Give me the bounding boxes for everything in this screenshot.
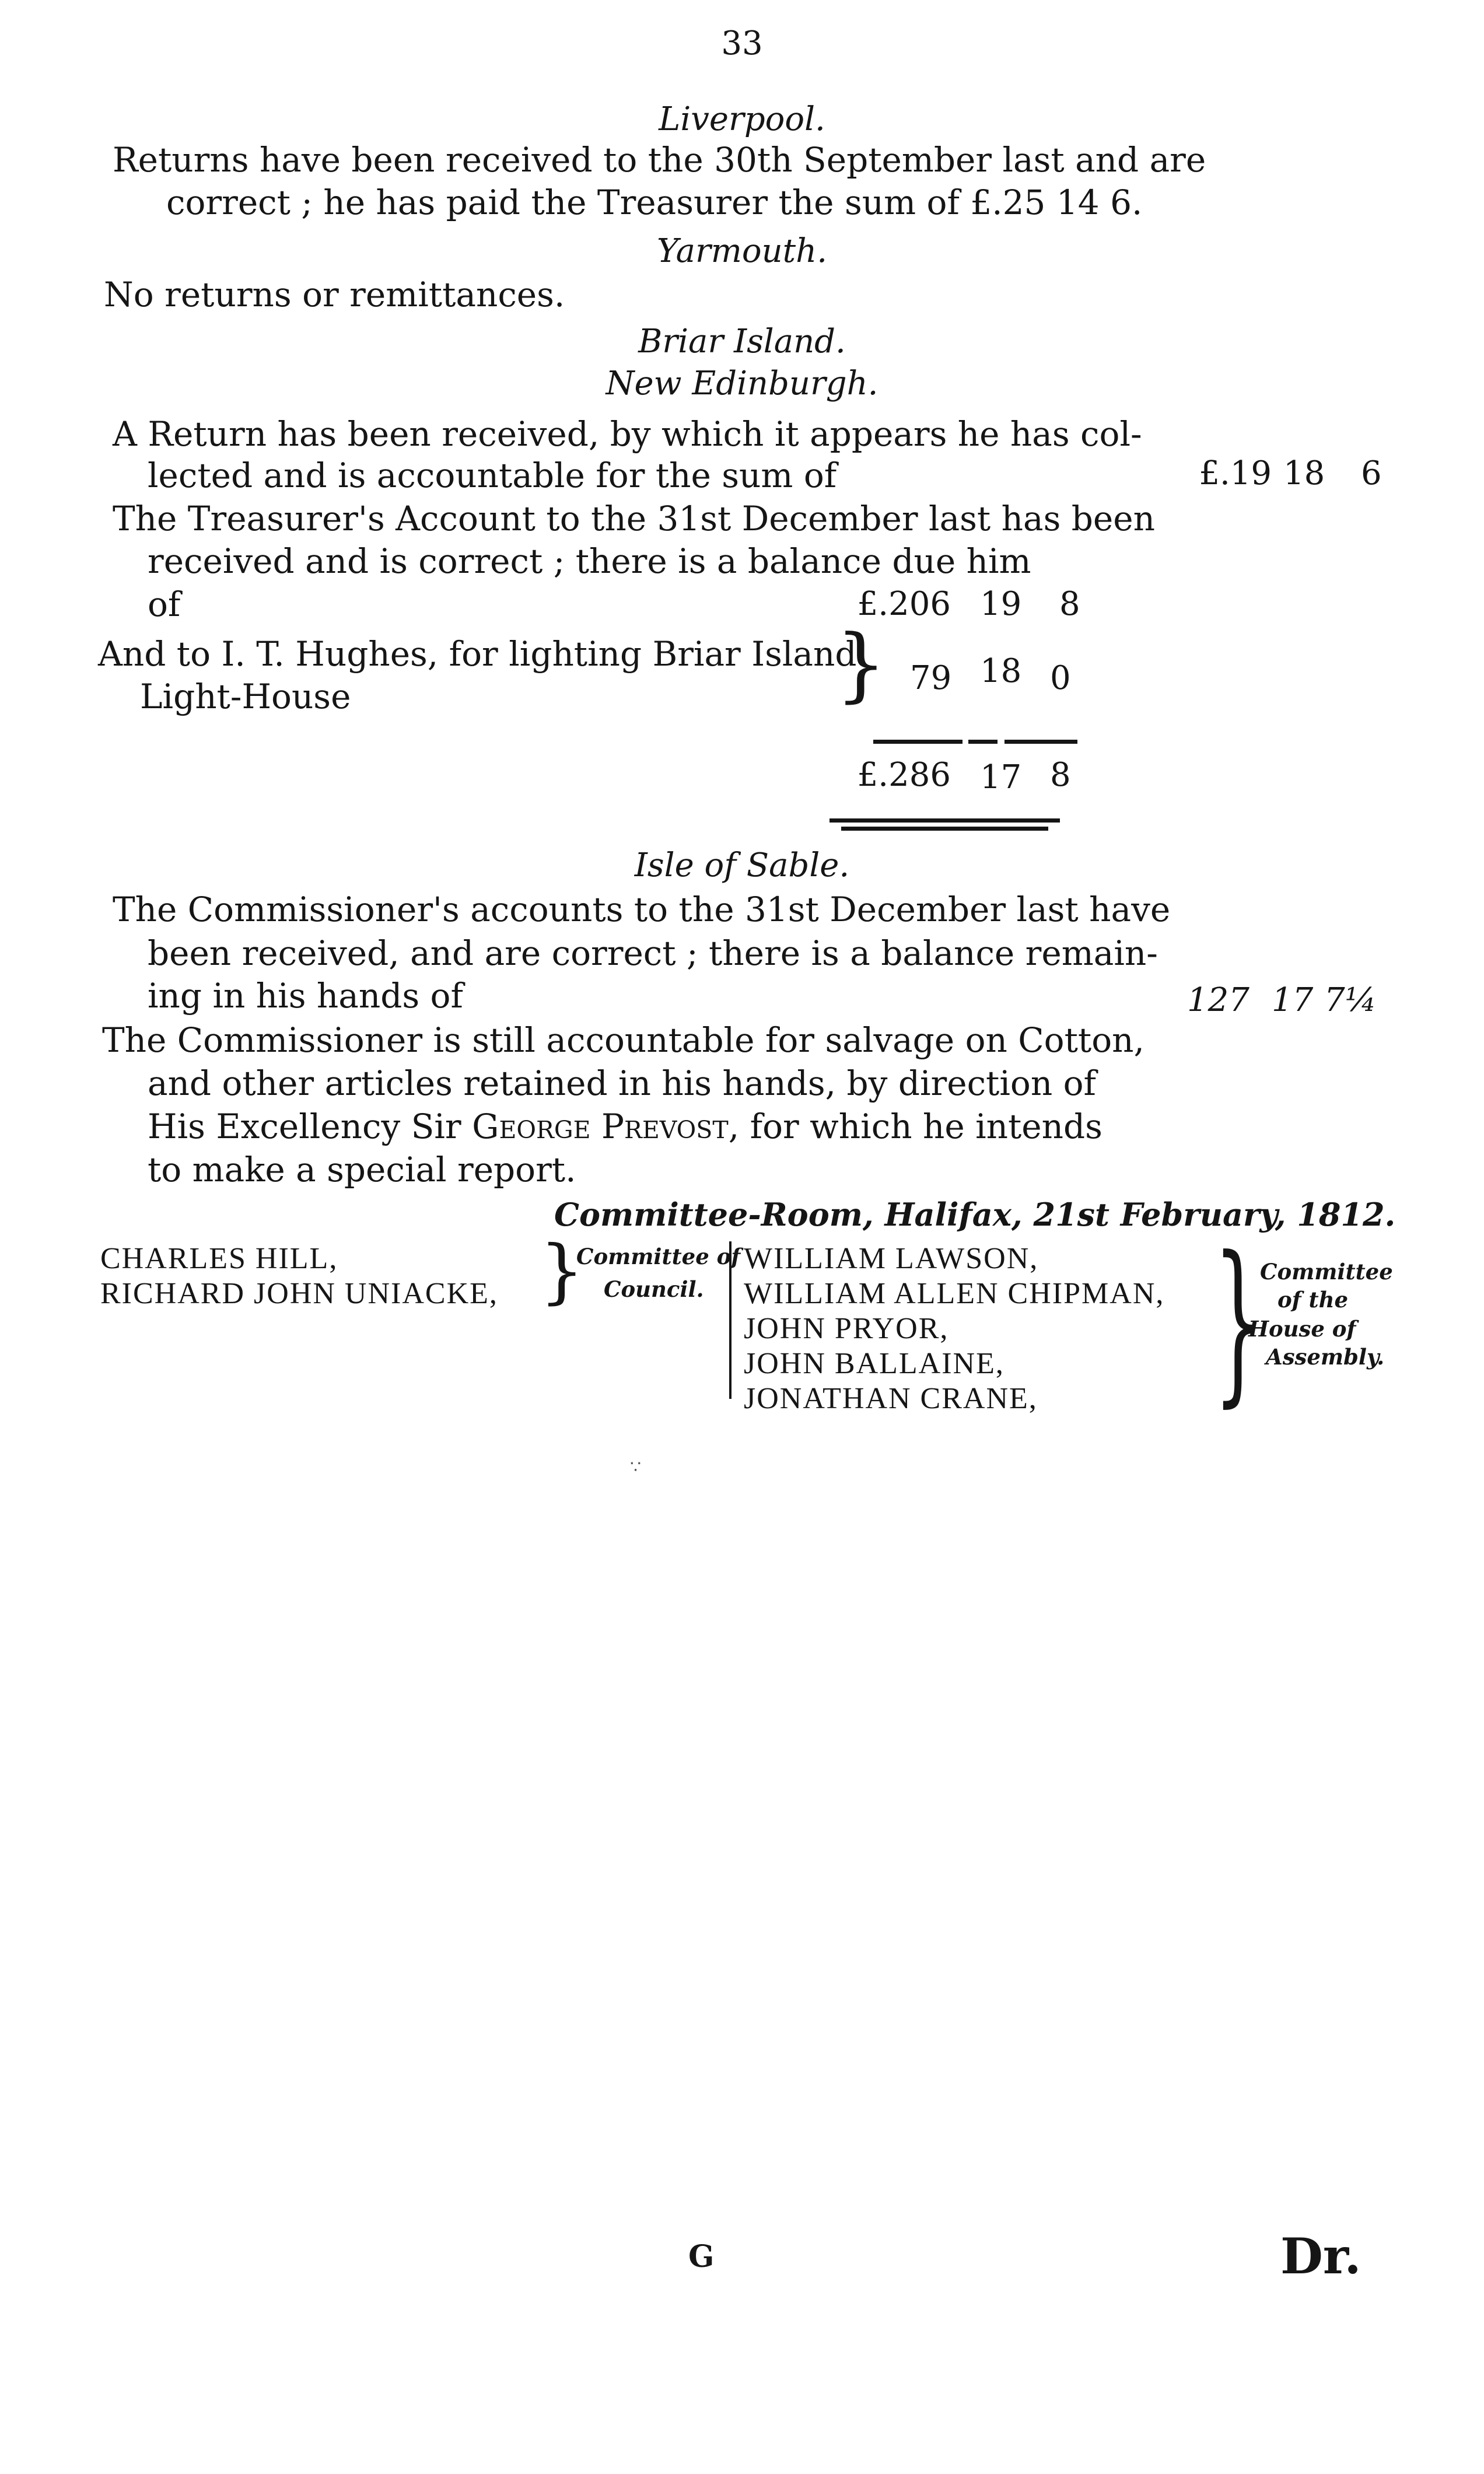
ornament-mark: ∵ xyxy=(630,1457,642,1478)
liverpool-line-2: correct ; he has paid the Treasurer the sum of £.25 14 6. xyxy=(166,183,1143,222)
assembly-member-1: WILLIAM LAWSON, xyxy=(744,1242,1039,1275)
liverpool-line-1: Returns have been received to the 30th September last and are xyxy=(113,140,1206,180)
governor-name: George Prevost xyxy=(472,1107,729,1146)
return-amount-shillings: 18 xyxy=(1283,454,1325,492)
heading-yarmouth: Yarmouth. xyxy=(656,232,828,270)
assembly-brace: } xyxy=(1213,1219,1264,1423)
balance-amount-pounds: £.206 xyxy=(857,585,951,623)
council-label-1: Committee of xyxy=(576,1244,741,1269)
sable-line-3: ing in his hands of xyxy=(148,976,463,1016)
heading-isle-of-sable: Isle of Sable. xyxy=(634,846,850,884)
balance-amount-shillings: 19 xyxy=(980,585,1022,623)
return-amount-pence: 6 xyxy=(1361,454,1382,492)
briar-return-line-2: lected and is accountable for the sum of xyxy=(148,456,837,495)
sable-amount-pounds: 127 xyxy=(1187,981,1250,1019)
total-amount-shillings: 17 xyxy=(980,758,1022,796)
assembly-member-4: JOHN BALLAINE, xyxy=(744,1347,1005,1380)
total-double-rule-1 xyxy=(830,818,1060,823)
total-amount-pounds: £.286 xyxy=(857,756,951,794)
sable-line-2: been received, and are correct ; there is a balance remain- xyxy=(148,933,1158,973)
total-double-rule-2 xyxy=(841,827,1048,831)
assembly-label-3: House of xyxy=(1248,1316,1356,1342)
sable-amount-pence: 7¼ xyxy=(1324,981,1377,1019)
sable-note-3 xyxy=(148,1105,1102,1148)
sable-note-3-start: His Excellency Sir xyxy=(148,1107,473,1146)
sable-note-2: and other articles retained in his hands, by direction of xyxy=(148,1063,1097,1103)
assembly-member-2: WILLIAM ALLEN CHIPMAN, xyxy=(744,1277,1165,1310)
subheading-new-edinburgh: New Edinburgh. xyxy=(606,365,878,403)
sable-amount-shillings: 17 xyxy=(1272,981,1314,1019)
hughes-amount-pounds: 79 xyxy=(910,659,952,697)
assembly-member-3: JOHN PRYOR, xyxy=(744,1312,949,1345)
council-brace: } xyxy=(540,1231,584,1312)
briar-hughes-line-2: Light-House xyxy=(140,677,351,716)
hughes-brace: } xyxy=(835,617,887,711)
assembly-label-1: Committee xyxy=(1260,1259,1393,1285)
balance-amount-pence: 8 xyxy=(1059,585,1080,623)
briar-treasurer-line-1: The Treasurer's Account to the 31st December last has been xyxy=(113,499,1155,538)
sable-note-3-end: , for which he intends xyxy=(728,1107,1102,1146)
return-amount-pounds: £.19 xyxy=(1199,454,1272,492)
council-member-1: CHARLES HILL, xyxy=(100,1242,338,1275)
council-member-2: RICHARD JOHN UNIACKE, xyxy=(100,1277,498,1310)
assembly-member-5: JONATHAN CRANE, xyxy=(744,1382,1038,1415)
hughes-amount-pence: 0 xyxy=(1050,659,1071,697)
assembly-label-2: of the xyxy=(1278,1287,1349,1313)
sum-rule-left xyxy=(873,740,963,744)
heading-liverpool: Liverpool. xyxy=(659,100,825,138)
page-number: 33 xyxy=(721,25,763,62)
catchword: Dr. xyxy=(1280,2227,1362,2285)
assembly-label-4: Assembly. xyxy=(1266,1344,1385,1370)
briar-hughes-line-1: And to I. T. Hughes, for lighting Briar Island xyxy=(98,634,857,674)
council-label-2: Council. xyxy=(604,1276,704,1302)
sable-note-1: The Commissioner is still accountable for salvage on Cotton, xyxy=(102,1020,1144,1060)
sum-rule-right xyxy=(1005,740,1077,744)
yarmouth-line-1: No returns or remittances. xyxy=(104,275,565,314)
heading-briar-island: Briar Island. xyxy=(638,323,846,361)
hughes-amount-shillings: 18 xyxy=(980,652,1022,690)
sum-rule-mid xyxy=(968,740,998,744)
briar-return-line-1: A Return has been received, by which it appears he has col- xyxy=(113,414,1142,454)
sable-note-4: to make a special report. xyxy=(148,1150,576,1189)
sable-line-1: The Commissioner's accounts to the 31st December last have xyxy=(113,890,1171,929)
signature-mark: G xyxy=(688,2239,715,2274)
dateline: Committee-Room, Halifax, 21st February, 1812. xyxy=(554,1196,1396,1233)
total-amount-pence: 8 xyxy=(1050,756,1071,794)
briar-treasurer-line-2: received and is correct ; there is a balance due him xyxy=(148,541,1031,581)
briar-treasurer-line-3: of xyxy=(148,585,181,624)
signature-divider xyxy=(729,1241,732,1399)
